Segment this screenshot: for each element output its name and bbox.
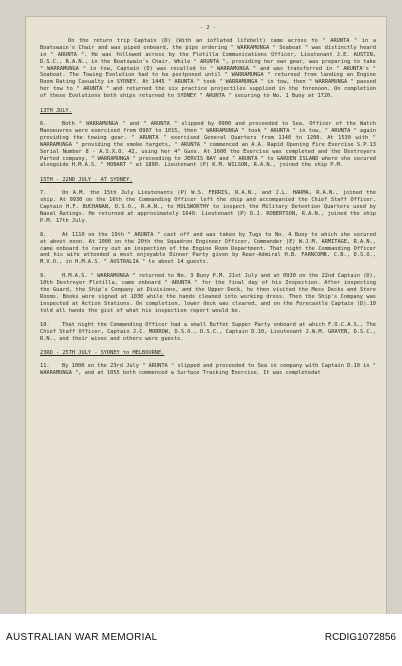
paragraph-text: That night the Commanding Officer had a small Buffet Supper Party onboard at which F.O.C.A.S., The Chief Staff Officer, Captain J.C. MORROW, D.S.O., D.S.C., Captain D.10, Lieutenant J.W.M. GRAYEN, D.S.C., R.N., and their wives and others were guests. <box>40 321 376 342</box>
paragraph-text: By 1000 on the 23rd July " ARUNTA " slipped and proceeded to Sea in company with Captain D.10 in " WARRAMUNGA ", and at 1055 both commenced a Surface Tracking Exercise. It was completedat <box>40 363 376 377</box>
paragraph-text: At 1110 on the 19th " ARUNTA " cast off and was taken by Tugs to No. 4 Buoy to which she secured at about noon. At 1000 on the 20th the Squadron Engineer Officer, Commander (E) W.J.M. ARMITAGE, R.A.N., came onboard to carry out an inspection of the Engine Room Department. That night the Commanding Officer and his wife attended a most enjoyable Dinner Party given by Rear-Admiral H.B. FARNCOMB, C.B., D.S.O., M.V.O., in H.M.A.S. " AUSTRALIA " to about 14 guests. <box>40 231 376 266</box>
paragraph-number: 8. <box>40 231 47 238</box>
paragraph-number: 11. <box>40 363 50 370</box>
paragraph-7 <box>40 190 376 225</box>
paragraph-9 <box>40 273 376 314</box>
section-heading-13th-july: 13TH JULY. <box>40 108 72 115</box>
page-number: - 2 - <box>200 25 216 31</box>
paragraph-10 <box>40 322 376 343</box>
paragraph-text: On A.M. the 15th July Lieutenants (P) W.S. FERRIS, R.A.N., and J.L. HARMA, R.A.N., joined the ship. At 0930 on the 16th the Commanding Officer left the ship and accompanied the Chief Staff Officer, Captain H.F. BUCHANAN, D.S.O., R.A.N., to HOLSWORTHY to inspect the Military Detention Quarters used by Naval Ratings. He returned at approximately 1640. Lieutenant (P) D.J. ROBERTSON, R.A.N., joined the ship P.M. 17th July. <box>40 190 376 224</box>
paragraph-text: H.M.A.S. " WARRAMUNGA " returned to No. 3 Buoy P.M. 21st July and at 0930 on the 22nd Captain (D), 10th Destroyer Flotilla, came onboard " ARUNTA " for the final day of his Inspection. After inspecting the Guard, the Ship's Company at Divisions, and the Upper Deck, he then visited the Mess Decks and Store Rooms. Books were signed at 1030 while the hands cleaned into working dress. Then the Ship's Company was inspected at Action Stations. On completion, lower deck was cleared, and on the Forecastle Captain (D).10 told all hands the gist of what his inspection report would be. <box>40 273 376 314</box>
institution-label: AUSTRALIAN WAR MEMORIAL <box>6 632 158 643</box>
section-heading-at-sydney: 15TH - 22ND JULY - AT SYDNEY. <box>40 177 133 184</box>
document-page <box>26 17 386 614</box>
paragraph-number: 7. <box>40 190 47 197</box>
document-body <box>40 25 376 384</box>
paragraph-8 <box>40 232 376 267</box>
section-heading-sydney-to-melbourne: 23RD - 25TH JULY - SYDNEY to MELBOURNE. <box>40 350 165 357</box>
intro-paragraph: On the return trip Captain (D) (With an inflated lifebelt) came across to " ARUNTA " in a Boatswain's Chair and was piped onboard, the pipe ordering " WARRAMUNGA " Seaboat " was distinctly heard in " ARUNTA ". He was followed across by the Flotilla Communications Officer, Lieutenant J.E. AUSTIN, D.S.C., R.A.N., in the Boatswain's Chair. While " ARUNTA ", providing her own gear, was preparing to take " WARRAMUNGA " in tow, Captain (D) was recalled to " WARRAMUNGA " and was transferred in " ARUNTA's " Seaboat. The Towing Evolution had to be postponed until " WARRAMUNGA " returned from landing an Engine Room Rating Casualty in SYDNEY. At 1445 " ARUNTA " took " WARRAMUNGA " in tow, then " WARRAMUNGA " passed her tow to " ARUNTA " and returned the six practice projectiles supplied in the forenoon. On completion of these Evolutions both ships returned to SYDNEY " ARUNTA " securing to No. 1 Buoy at 1720. <box>40 37 376 100</box>
paragraph-6 <box>40 121 376 169</box>
paragraph-number: 9. <box>40 273 47 280</box>
paragraph-number: 6. <box>40 120 47 127</box>
paragraph-text: Both " WARRAMUNGA " and " ARUNTA " slipped by 0900 and proceeded to Sea. Officer of the Watch Manoeuvres were exercised from 0907 to 1015, then " WARRAMUNGA " took " ARUNTA " in tow, " ARUNTA " again providing the towing gear. " ARUNTA " exercised General Quarters from 1140 to 1200. At 1530 with " WARRAMUNGA " providing the smoke targets, " ARUNTA " commenced an A.A. Rapid Opening Fire Exercise S.P.13 Serial Number 8 - A.S.X.O. 42, using her 4" Guns. At 1600 the Exercise was completed and the Destroyers Parted company, " WARRAMUNGA " proceeding to JERVIS BAY and " ARUNTA " to GARDEN ISLAND where she secured alongside H.M.A.S. " HOBART " at 1800. Lieutenant (P) K.M. WILSON, R.A.N., joined the ship P.M. <box>40 120 376 169</box>
paragraph-number: 10. <box>40 321 50 328</box>
paragraph-11 <box>40 363 376 377</box>
reference-id: RCDIG1072856 <box>324 632 396 643</box>
